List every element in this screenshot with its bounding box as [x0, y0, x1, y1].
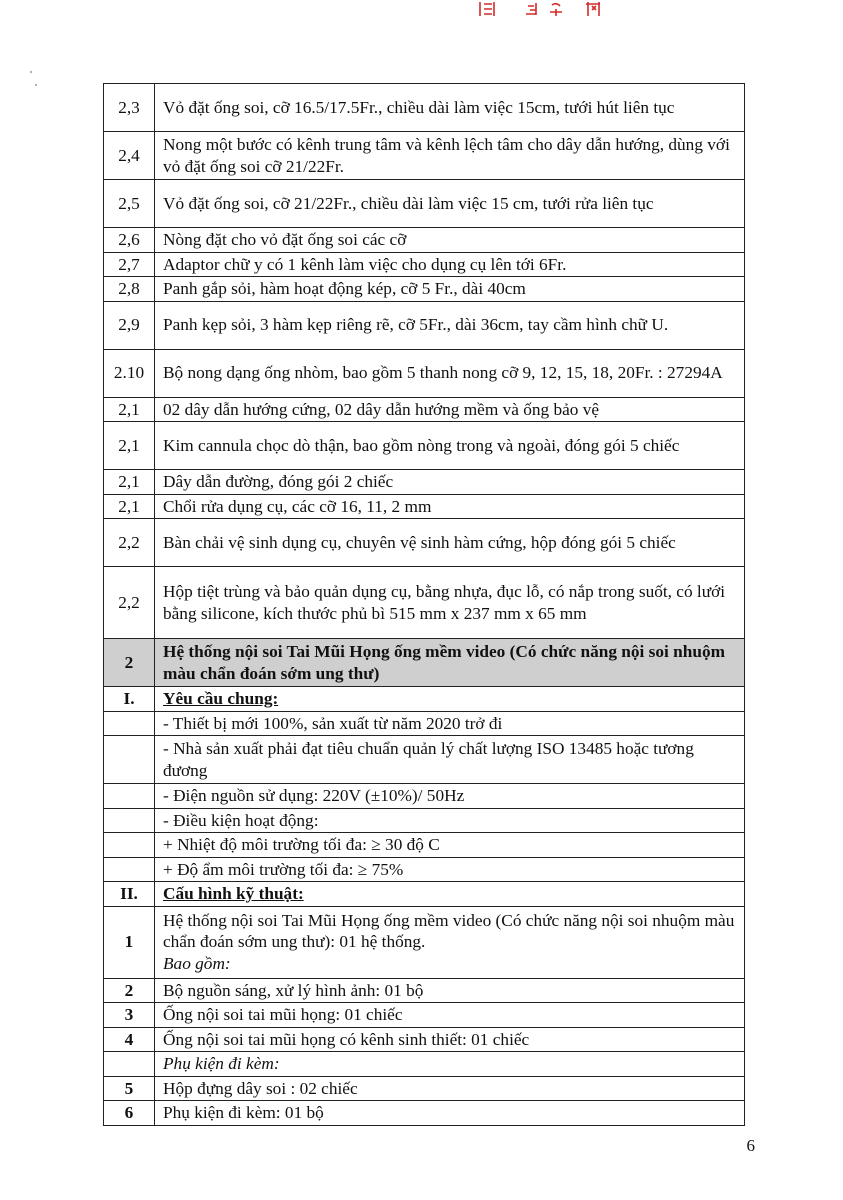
table-row	[104, 228, 745, 253]
row-text: Kim cannula chọc dò thận, bao gồm nòng trong và ngoài, đóng gói 5 chiếc	[155, 422, 745, 470]
general-heading: Yêu cầu chung:	[155, 687, 745, 712]
config-item-row	[104, 1076, 745, 1101]
config-main-cell	[155, 906, 745, 978]
config-heading: Cấu hình kỹ thuật:	[155, 882, 745, 907]
config-item-row	[104, 1101, 745, 1126]
config-main-number: 1	[104, 906, 155, 978]
config-main-row	[104, 906, 745, 978]
config-item-number: 6	[104, 1101, 155, 1126]
config-item-text: Bộ nguồn sáng, xử lý hình ảnh: 01 bộ	[155, 978, 745, 1003]
row-number: 2,1	[104, 397, 155, 422]
row-text: Nong một bước có kênh trung tâm và kênh lệch tâm cho dây dẫn hướng, dùng với vỏ đặt ống soi cỡ 21/22Fr.	[155, 132, 745, 180]
config-number: II.	[104, 882, 155, 907]
general-item: + Độ ẩm môi trường tối đa: ≥ 75%	[155, 857, 745, 882]
section-header-row	[104, 639, 745, 687]
row-text: Bộ nong dạng ống nhòm, bao gồm 5 thanh nong cỡ 9, 12, 15, 18, 20Fr. : 27294A	[155, 349, 745, 397]
accessories-label-row	[104, 1052, 745, 1077]
general-number: I.	[104, 687, 155, 712]
row-text: Vỏ đặt ống soi, cỡ 21/22Fr., chiều dài làm việc 15 cm, tưới rửa liên tục	[155, 180, 745, 228]
row-number: 2,1	[104, 470, 155, 495]
config-item-number: 5	[104, 1076, 155, 1101]
table-row	[104, 397, 745, 422]
row-number: 2,2	[104, 519, 155, 567]
table-row	[104, 494, 745, 519]
general-heading-row	[104, 687, 745, 712]
row-number: 2,5	[104, 180, 155, 228]
table-row	[104, 349, 745, 397]
row-number: 2,1	[104, 494, 155, 519]
row-text: Adaptor chữ y có 1 kênh làm việc cho dụng cụ lên tới 6Fr.	[155, 252, 745, 277]
config-item-row	[104, 978, 745, 1003]
config-item-number: 4	[104, 1027, 155, 1052]
row-number: 2,2	[104, 567, 155, 639]
config-item-row	[104, 1003, 745, 1028]
table-row	[104, 301, 745, 349]
row-number: 2,3	[104, 84, 155, 132]
config-item-row	[104, 1027, 745, 1052]
general-item: - Nhà sản xuất phải đạt tiêu chuẩn quản lý chất lượng ISO 13485 hoặc tương đương	[155, 736, 745, 784]
row-number: 2,6	[104, 228, 155, 253]
spec-table	[103, 83, 745, 1126]
config-item-text: Ống nội soi tai mũi họng: 01 chiếc	[155, 1003, 745, 1028]
table-row	[104, 84, 745, 132]
config-item-number: 2	[104, 978, 155, 1003]
table-row	[104, 132, 745, 180]
accessories-label: Phụ kiện đi kèm:	[155, 1052, 745, 1077]
row-text: 02 dây dẫn hướng cứng, 02 dây dẫn hướng mềm và ống bảo vệ	[155, 397, 745, 422]
row-text: Bàn chải vệ sinh dụng cụ, chuyên vệ sinh hàm cứng, hộp đóng gói 5 chiếc	[155, 519, 745, 567]
general-item-row	[104, 711, 745, 736]
config-main-text: Hệ thống nội soi Tai Mũi Họng ống mềm video (Có chức năng nội soi nhuộm màu chẩn đoán sớm ung thư): 01 hệ thống.	[163, 910, 735, 952]
table-row	[104, 422, 745, 470]
table-row	[104, 567, 745, 639]
row-number: 2,8	[104, 277, 155, 302]
row-text: Vỏ đặt ống soi, cỡ 16.5/17.5Fr., chiều dài làm việc 15cm, tưới hút liên tục	[155, 84, 745, 132]
config-item-text: Ống nội soi tai mũi họng có kênh sinh thiết: 01 chiếc	[155, 1027, 745, 1052]
general-item: + Nhiệt độ môi trường tối đa: ≥ 30 độ C	[155, 833, 745, 858]
general-item-row	[104, 736, 745, 784]
row-number: 2.10	[104, 349, 155, 397]
table-row	[104, 519, 745, 567]
red-stamp-mark	[470, 0, 610, 18]
general-item: - Điều kiện hoạt động:	[155, 808, 745, 833]
row-text: Panh gắp sỏi, hàm hoạt động kép, cỡ 5 Fr., dài 40cm	[155, 277, 745, 302]
table-row	[104, 470, 745, 495]
includes-label: Bao gồm:	[163, 953, 231, 973]
row-number: 2,7	[104, 252, 155, 277]
scan-speck	[30, 71, 32, 73]
scan-speck	[35, 84, 37, 86]
general-item-row	[104, 833, 745, 858]
table-row	[104, 252, 745, 277]
row-text: Nòng đặt cho vỏ đặt ống soi các cỡ	[155, 228, 745, 253]
general-item-row	[104, 784, 745, 809]
config-heading-row	[104, 882, 745, 907]
table-row	[104, 277, 745, 302]
row-text: Panh kẹp sỏi, 3 hàm kẹp riêng rẽ, cỡ 5Fr., dài 36cm, tay cầm hình chữ U.	[155, 301, 745, 349]
general-item: - Điện nguồn sử dụng: 220V (±10%)/ 50Hz	[155, 784, 745, 809]
row-text: Hộp tiệt trùng và bảo quản dụng cụ, bằng nhựa, đục lỗ, có nắp trong suốt, có lưới bằng silicone, kích thước phủ bì 515 mm x 237 mm x 65 mm	[155, 567, 745, 639]
row-text: Chổi rửa dụng cụ, các cỡ 16, 11, 2 mm	[155, 494, 745, 519]
general-item: - Thiết bị mới 100%, sản xuất từ năm 2020 trở đi	[155, 711, 745, 736]
general-item-row	[104, 857, 745, 882]
row-text: Dây dẫn đường, đóng gói 2 chiếc	[155, 470, 745, 495]
row-number: 2,1	[104, 422, 155, 470]
page-number: 6	[746, 1136, 755, 1155]
section-number: 2	[104, 639, 155, 687]
general-item-row	[104, 808, 745, 833]
section-title: Hệ thống nội soi Tai Mũi Họng ống mềm video (Có chức năng nội soi nhuộm màu chẩn đoán sớm ung thư)	[155, 639, 745, 687]
row-number: 2,4	[104, 132, 155, 180]
table-row	[104, 180, 745, 228]
config-item-text: Hộp đựng dây soi : 02 chiếc	[155, 1076, 745, 1101]
row-number: 2,9	[104, 301, 155, 349]
config-item-text: Phụ kiện đi kèm: 01 bộ	[155, 1101, 745, 1126]
config-item-number: 3	[104, 1003, 155, 1028]
